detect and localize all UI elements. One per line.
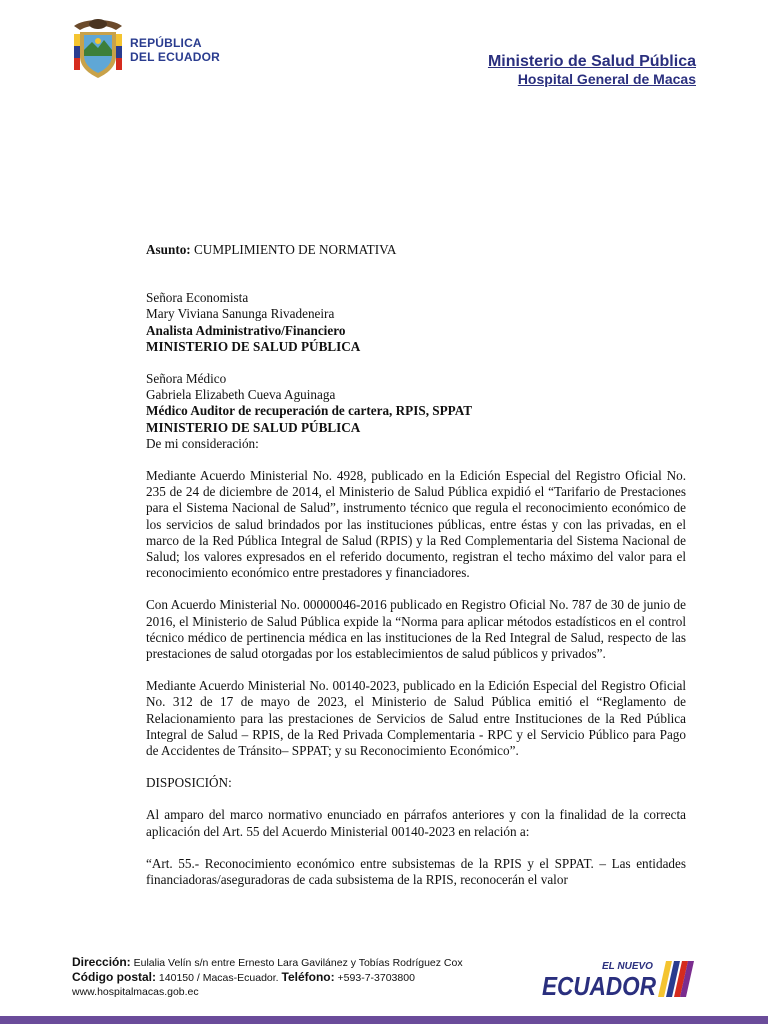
address-label: Dirección: — [72, 955, 131, 969]
phone-text: +593-7-3703800 — [337, 972, 415, 984]
phone-label: Teléfono: — [281, 970, 335, 984]
coat-of-arms-icon — [70, 16, 126, 80]
footer-contact — [72, 955, 463, 999]
recipient-2-name: Gabriela Elizabeth Cueva Aguinaga — [146, 387, 336, 403]
paragraph-1: Mediante Acuerdo Ministerial No. 4928, publicado en la Edición Especial del Registro Oficial No. 235 de 24 de diciembre de 2014, el Ministerio de Salud Pública expidió el “Tarifario de Prestaciones para el Sistema Nacional de Salud”, instrumento técnico que regula el reconocimiento económico de los servicios de salud brindados por las instituciones públicas, entre éstas y con las privadas, en el marco de la Red Pública Integral de Salud (RPIS) y la Red Complementaria del Sistema Nacional de Salud; los valores expresados en el referido documento, registran el techo máximo del valor para el reconocimiento económico entre prestadores y financiadores. — [146, 468, 686, 581]
paragraph-2: Con Acuerdo Ministerial No. 00000046-2016 publicado en Registro Oficial No. 787 de 30 de junio de 2016, el Ministerio de Salud Pública expide la “Norma para aplicar métodos estadísticos en el control técnico médico de pertinencia médica en las instituciones de la Red Integral de Salud, respecto de las prestaciones de salud otorgadas por los establecimientos de salud públicos y privados”. — [146, 597, 686, 662]
government-logo — [70, 16, 250, 80]
el-nuevo-ecuador-logo — [538, 955, 696, 1003]
hospital-name: Hospital General de Macas — [517, 71, 696, 87]
recipient-1-role: Analista Administrativo/Financiero — [146, 322, 346, 338]
subject-text: CUMPLIMIENTO DE NORMATIVA — [194, 242, 397, 257]
institution-header — [488, 52, 696, 88]
logo-small-text: EL NUEVO — [602, 961, 653, 972]
recipient-2-org: MINISTERIO DE SALUD PÚBLICA — [146, 419, 361, 435]
paragraph-5: “Art. 55.- Reconocimiento económico entre subsistemas de la RPIS y el SPPAT. – Las entidades financiadoras/aseguradoras de cada subsistema de la RPIS, reconocerán el valor — [146, 855, 686, 888]
greeting: De mi consideración: — [146, 435, 259, 451]
recipient-2-role: Médico Auditor de recuperación de cartera, RPIS, SPPAT — [146, 403, 473, 419]
subject-label: Asunto: — [146, 242, 191, 257]
letter-body — [146, 242, 686, 888]
ministry-name: Ministerio de Salud Pública — [487, 53, 696, 70]
logo-big-text: ECUADOR — [542, 971, 657, 1001]
disposition-heading: DISPOSICIÓN: — [146, 775, 232, 791]
postal-text: 140150 / Macas-Ecuador. — [158, 972, 279, 984]
website-link[interactable]: www.hospitalmacas.gob.ec — [72, 986, 199, 998]
address-row — [72, 955, 463, 970]
republic-line-2: DEL ECUADOR — [130, 50, 220, 64]
paragraph-4: Al amparo del marco normativo enunciado en párrafos anteriores y con la finalidad de la correcta aplicación del Art. 55 del Acuerdo Ministerial 00140-2023 en relación a: — [146, 807, 686, 839]
paragraph-3: Mediante Acuerdo Ministerial No. 00140-2023, publicado en la Edición Especial del Registro Oficial No. 312 de 17 de mayo de 2023, el Ministerio de Salud Pública emitió el “Reglamento de Relacionamiento para las prestaciones de Servicios de Salud entre Instituciones de la Red Pública Integral de Salud – RPIS, de la Red Privada Complementaria - RPC y el Servicio Público para Pago de Accidentes de Tránsito– SPPAT; y su Reconocimiento Económico”. — [146, 678, 686, 759]
republic-label — [130, 36, 220, 64]
recipient-2-salutation: Señora Médico — [146, 371, 227, 387]
postal-label: Código postal: — [72, 970, 156, 984]
subject-line — [146, 242, 686, 258]
recipient-1-name: Mary Viviana Sanunga Rivadeneira — [146, 306, 335, 322]
republic-line-1: REPÚBLICA — [130, 36, 202, 50]
postal-row — [72, 970, 463, 985]
recipient-1-salutation: Señora Economista — [146, 290, 249, 306]
footer-bar — [0, 1016, 768, 1024]
recipient-1-org: MINISTERIO DE SALUD PÚBLICA — [146, 338, 361, 354]
address-text: Eulalia Velín s/n entre Ernesto Lara Gavilánez y Tobías Rodríguez Cox — [133, 957, 463, 969]
